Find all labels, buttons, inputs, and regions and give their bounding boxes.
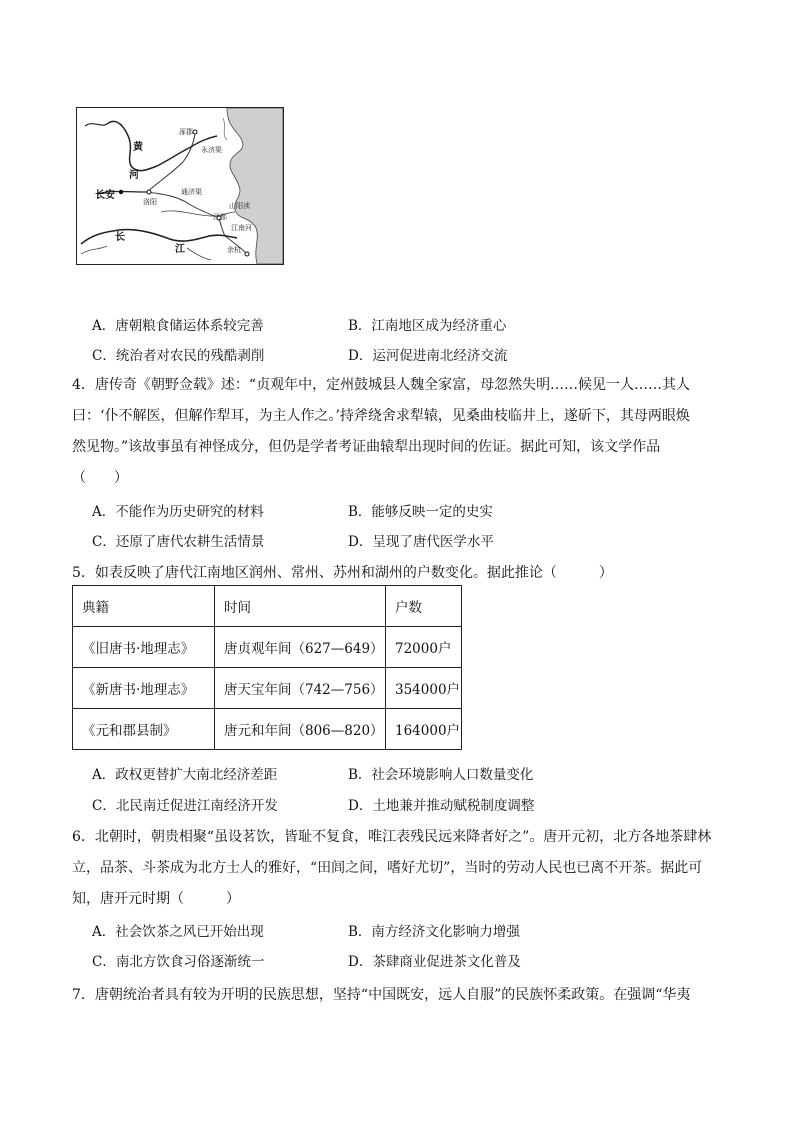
label-luoyang: 洛阳 [143, 198, 157, 206]
label-jiangnan-he: 江南河 [231, 224, 252, 232]
q4-stem-line-1: 4．唐传奇《朝野佥载》述：“贞观年中，定州鼓城县人魏全家富，母忽然失明……候见一人……其人 [72, 377, 691, 393]
yuhang-marker [245, 252, 249, 256]
q4-option-c: C．还原了唐代农耕生活情景 [92, 534, 265, 550]
label-chang: 长 [115, 232, 125, 243]
sea-area [227, 108, 283, 264]
label-he: 河 [129, 170, 139, 181]
zhuojun-marker [193, 130, 197, 134]
label-zhuojun: 涿郡 [179, 128, 193, 136]
label-changan: 长安 [95, 190, 115, 201]
grand-canal-map [76, 107, 284, 265]
label-yuhang: 余杭 [227, 246, 241, 254]
yangtze-river [81, 229, 237, 244]
q4-stem-line-4: （ ） [72, 470, 128, 486]
q5-option-a: A．政权更替扩大南北经济差距 [92, 767, 278, 783]
q5-option-c: C．北民南迁促进江南经济开发 [92, 798, 278, 814]
table-row [73, 627, 462, 668]
label-handu: 江都 [213, 213, 227, 221]
q5-option-b: B．社会环境影响人口数量变化 [348, 767, 534, 783]
changan-marker [119, 190, 123, 194]
table-row [73, 668, 462, 709]
table-cell: 《新唐书·地理志》 [73, 668, 215, 709]
q5-stem: 5．如表反映了唐代江南地区润州、常州、苏州和湖州的户数变化。据此推论（ ） [72, 565, 613, 581]
q4-stem-line-2: 曰：‘仆不解医，但解作犁耳，为主人作之。’持斧绕舍求犁辕，见桑曲枝临井上，遂斫下，其母两眼焕 [72, 408, 690, 424]
q5-option-d: D．土地兼并推动赋税制度调整 [348, 798, 535, 814]
q3-option-c: C．统治者对农民的残酷剥削 [92, 348, 265, 364]
q4-stem-line-3: 然见物。”该故事虽有神怪成分，但仍是学者考证曲辕犁出现时间的佐证。据此可知，该文学作品 [72, 439, 661, 455]
map-drawing [77, 108, 283, 264]
table-header-row [73, 586, 462, 627]
q6-stem-line-1: 6．北朝时，朝贵相聚“虽设茗饮，皆耻不复食，唯江表残民远来降者好之”。唐开元初，北方各地茶肆林 [72, 829, 712, 845]
q3-option-a: A．唐朝粮食储运体系较完善 [92, 318, 264, 334]
table-cell: 唐贞观年间（627—649） [215, 627, 386, 668]
label-jiang: 江 [175, 244, 185, 255]
table-row [73, 709, 462, 750]
label-shanyang: 山阳渎 [229, 202, 250, 210]
q4-option-b: B．能够反映一定的史实 [348, 504, 493, 520]
table-cell: 164000户 [386, 709, 462, 750]
yongji-canal [147, 134, 195, 192]
luoyang-marker [147, 190, 151, 194]
label-yongji: 永济渠 [201, 146, 222, 154]
q7-stem-line-1: 7．唐朝统治者具有较为开明的民族思想，坚持“中国既安，远人自服”的民族怀柔政策。在强调“华夷 [72, 987, 691, 1003]
q6-option-a: A．社会饮茶之风已开始出现 [92, 924, 264, 940]
q3-option-d: D．运河促进南北经济交流 [348, 348, 508, 364]
q6-option-d: D．茶肆商业促进茶文化普及 [348, 954, 521, 970]
table-cell: 354000户 [386, 668, 462, 709]
table-cell: 72000户 [386, 627, 462, 668]
table-header-cell: 户数 [386, 586, 462, 627]
table-cell: 《旧唐书·地理志》 [73, 627, 215, 668]
q4-option-d: D．呈现了唐代医学水平 [348, 534, 494, 550]
q6-stem-line-2: 立，品茶、斗茶成为北方士人的雅好，“田闾之间，嗜好尤切”，当时的劳动人民也已离不开茶。据此可 [72, 860, 703, 876]
household-table [72, 585, 462, 750]
table-cell: 《元和郡县制》 [73, 709, 215, 750]
table-header-cell: 时间 [215, 586, 386, 627]
q3-option-b: B．江南地区成为经济重心 [348, 318, 507, 334]
q6-option-b: B．南方经济文化影响力增强 [348, 924, 520, 940]
q4-option-a: A．不能作为历史研究的材料 [92, 504, 264, 520]
q6-option-c: C．南北方饮食习俗逐渐统一 [92, 954, 265, 970]
table-cell: 唐元和年间（806—820） [215, 709, 386, 750]
q6-stem-line-3: 知，唐开元时期（ ） [72, 891, 240, 907]
table-header-cell: 典籍 [73, 586, 215, 627]
label-tongji: 通济渠 [181, 188, 202, 196]
table-cell: 唐天宝年间（742—756） [215, 668, 386, 709]
label-huang: 黄 [133, 142, 143, 153]
